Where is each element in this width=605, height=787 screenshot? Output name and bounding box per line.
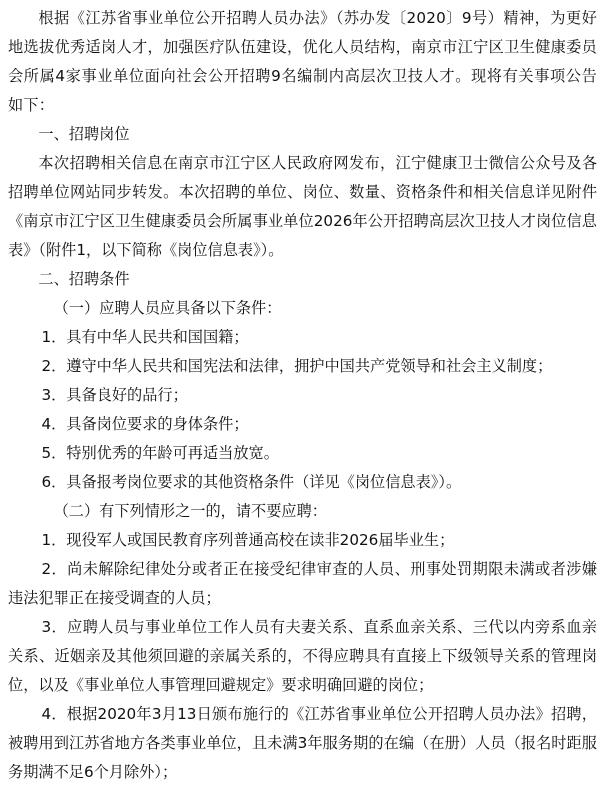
condition-item: 5．特别优秀的年龄可再适当放宽。	[41, 444, 279, 462]
condition-item: 1．具有中华人民共和国国籍；	[41, 328, 249, 346]
recruitment-positions-paragraph: 本次招聘相关信息在南京市江宁区人民政府网发布，江宁健康卫士微信公众号及各招聘单位网站同步转发。本次招聘的单位、岗位、数量、资格条件和相关信息详见附件《南京市江宁区卫生健康委员会所属事业单位2026年公开招聘高层次卫技人才岗位信息表》（附件1，以下简称《岗位信息表》）。	[8, 154, 597, 259]
exclusion-item: 1．现役军人或国民教育序列普通高校在读非2026届毕业生；	[41, 531, 455, 549]
subheading-required-conditions: （一）应聘人员应具备以下条件：	[53, 299, 282, 317]
intro-paragraph: 根据《江苏省事业单位公开招聘人员办法》（苏办发〔2020〕9号）精神，为更好地选拔优秀适岗人才，加强医疗队伍建设，优化人员结构，南京市江宁区卫生健康委员会所属4家事业单位面向社会公开招聘9名编制内高层次卫技人才。现将有关事项公告如下：	[8, 9, 597, 114]
section-heading-recruitment-positions: 一、招聘岗位	[38, 125, 130, 143]
condition-item: 4．具备岗位要求的身体条件；	[41, 415, 249, 433]
subheading-exclusion-conditions: （二）有下列情形之一的，请不要应聘：	[53, 502, 327, 520]
section-heading-recruitment-conditions: 二、招聘条件	[38, 270, 130, 288]
condition-item: 3．具备良好的品行；	[41, 386, 188, 404]
exclusion-item: 4．根据2020年3月13日颁布施行的《江苏省事业单位公开招聘人员办法》招聘，被聘用到江苏省地方各类事业单位，且未满3年服务期的在编（在册）人员（报名时距服务期满不足6个月除外）；	[8, 705, 597, 781]
condition-item: 6．具备报考岗位要求的其他资格条件（详见《岗位信息表》）。	[41, 473, 462, 491]
exclusion-item: 3．应聘人员与事业单位工作人员有夫妻关系、直系血亲关系、三代以内旁系血亲关系、近姻亲及其他须回避的亲属关系的，不得应聘具有直接上下级领导关系的管理岗位，以及《事业单位人事管理回避规定》要求明确回避的岗位；	[8, 618, 597, 694]
exclusion-item: 2．尚未解除纪律处分或者正在接受纪律审查的人员、刑事处罚期限未满或者涉嫌违法犯罪正在接受调查的人员；	[8, 560, 597, 607]
condition-item: 2．遵守中华人民共和国宪法和法律，拥护中国共产党领导和社会主义制度；	[41, 357, 553, 375]
